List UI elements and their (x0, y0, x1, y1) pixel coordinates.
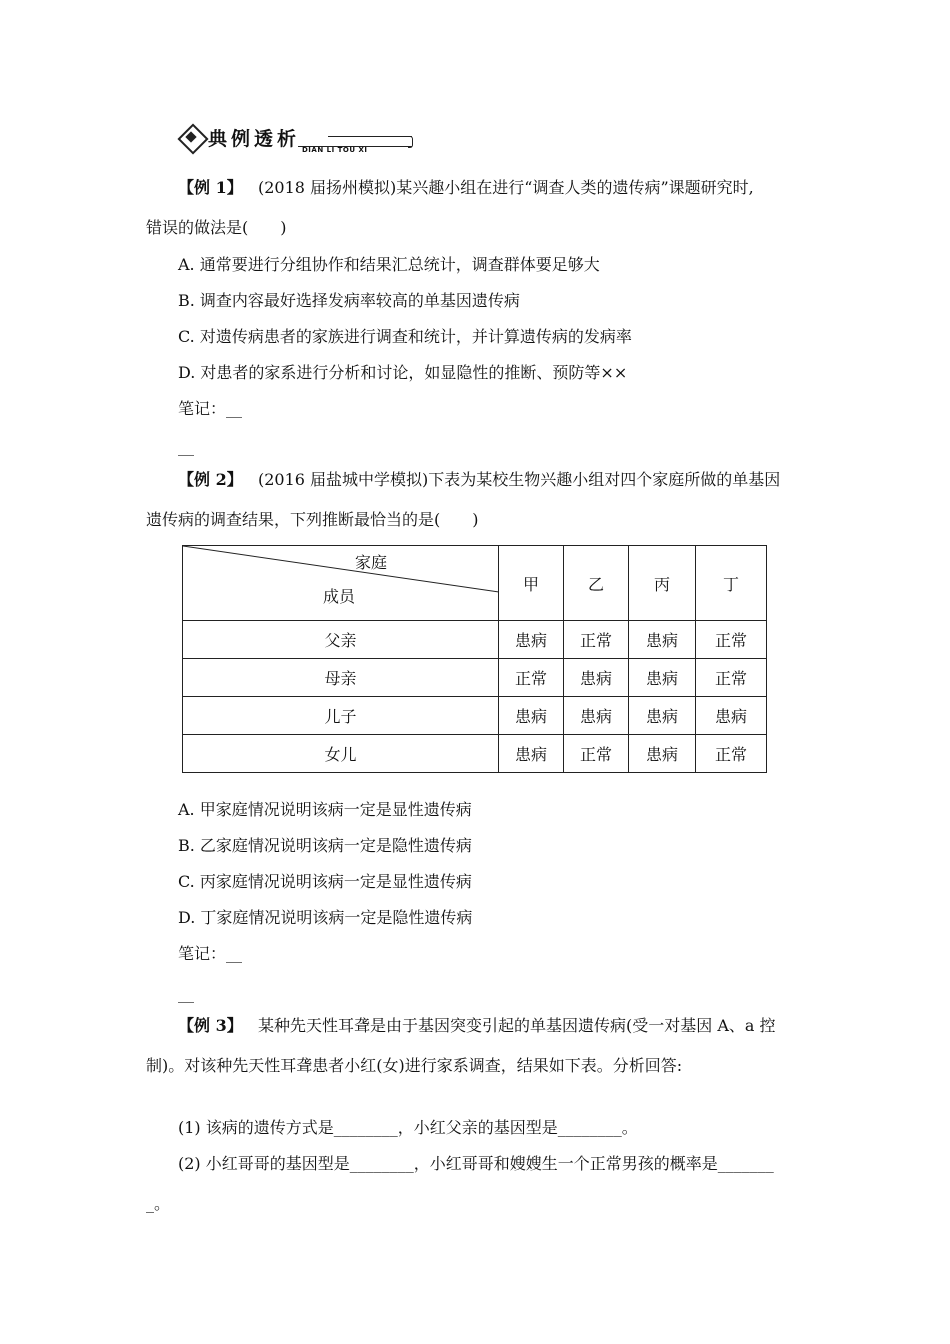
section-pinyin: DIAN LI TOU XI (302, 146, 368, 154)
example3-label: 【例 3】 (178, 1016, 243, 1035)
table-cell: 正常 (696, 621, 767, 659)
header-rule-top (328, 136, 412, 137)
example3-question-2-cont: _。 (146, 1194, 171, 1213)
table-cell: 患病 (499, 621, 564, 659)
example1-option-c: C. 对遗传病患者的家族进行调查和统计，并计算遗传病的发病率 (178, 327, 632, 346)
table-cell: 患病 (564, 659, 629, 697)
table-cell: 患病 (499, 735, 564, 773)
table-row (183, 659, 767, 697)
example1-option-d: D. 对患者的家系进行分析和讨论，如显隐性的推断、预防等×× (178, 363, 628, 382)
example2-option-d: D. 丁家庭情况说明该病一定是隐性遗传病 (178, 908, 473, 927)
example2-stem-line1: (2016 届盐城中学模拟)下表为某校生物兴趣小组对四个家庭所做的单基因 (258, 470, 781, 489)
example3-stem-line1: 某种先天性耳聋是由于基因突变引起的单基因遗传病(受一对基因 A、a 控 (258, 1016, 776, 1035)
example2-option-b: B. 乙家庭情况说明该病一定是隐性遗传病 (178, 836, 472, 855)
table-row (183, 735, 767, 773)
table-cell: 患病 (629, 697, 696, 735)
example1-option-b: B. 调查内容最好选择发病率较高的单基因遗传病 (178, 291, 520, 310)
example1-notes: 笔记：__ (178, 399, 243, 418)
example3-question-1: (1) 该病的遗传方式是________，小红父亲的基因型是________。 (178, 1118, 638, 1137)
header-family: 家庭 (355, 553, 388, 572)
row-member: 父亲 (183, 621, 499, 659)
section-title: 典例透析 (208, 128, 301, 150)
column-header: 乙 (564, 546, 629, 621)
table-cell: 正常 (696, 735, 767, 773)
table-cell: 患病 (629, 735, 696, 773)
table-cell: 患病 (564, 697, 629, 735)
table-cell: 患病 (629, 659, 696, 697)
example2-stem-line2: 遗传病的调查结果，下列推断最恰当的是( ) (146, 510, 479, 529)
table-corner-cell (183, 546, 499, 621)
header-member: 成员 (323, 587, 356, 606)
example1-stem-line1: (2018 届扬州模拟)某兴趣小组在进行“调查人类的遗传病”课题研究时, (258, 178, 754, 197)
diagonal-line (183, 546, 499, 620)
table-cell: 患病 (696, 697, 767, 735)
header-rule-cap (408, 136, 413, 148)
table-cell: 患病 (499, 697, 564, 735)
example2-option-c: C. 丙家庭情况说明该病一定是显性遗传病 (178, 872, 472, 891)
example1-notes-cont: __ (178, 437, 194, 456)
column-header: 丙 (629, 546, 696, 621)
row-member: 母亲 (183, 659, 499, 697)
table-cell: 正常 (564, 735, 629, 773)
example2-notes-cont: __ (178, 984, 194, 1003)
table-cell: 正常 (564, 621, 629, 659)
table-cell: 患病 (629, 621, 696, 659)
table-cell: 正常 (696, 659, 767, 697)
table-row (183, 621, 767, 659)
column-header: 丁 (696, 546, 767, 621)
row-member: 儿子 (183, 697, 499, 735)
example2-label: 【例 2】 (178, 470, 243, 489)
column-header: 甲 (499, 546, 564, 621)
example3-question-2: (2) 小红哥哥的基因型是________，小红哥哥和嫂嫂生一个正常男孩的概率是_______ (178, 1154, 774, 1173)
example3-stem-line2: 制)。对该种先天性耳聋患者小红(女)进行家系调查，结果如下表。分析回答: (146, 1056, 683, 1075)
example1-option-a: A. 通常要进行分组协作和结果汇总统计，调查群体要足够大 (178, 255, 600, 274)
survey-table (182, 545, 767, 773)
table-cell: 正常 (499, 659, 564, 697)
example2-option-a: A. 甲家庭情况说明该病一定是显性遗传病 (178, 800, 472, 819)
section-header-logo (178, 124, 418, 160)
row-member: 女儿 (183, 735, 499, 773)
example2-notes: 笔记：__ (178, 944, 243, 963)
example1-label: 【例 1】 (178, 178, 243, 197)
example1-stem-line2: 错误的做法是( ) (146, 218, 287, 237)
table-row (183, 697, 767, 735)
